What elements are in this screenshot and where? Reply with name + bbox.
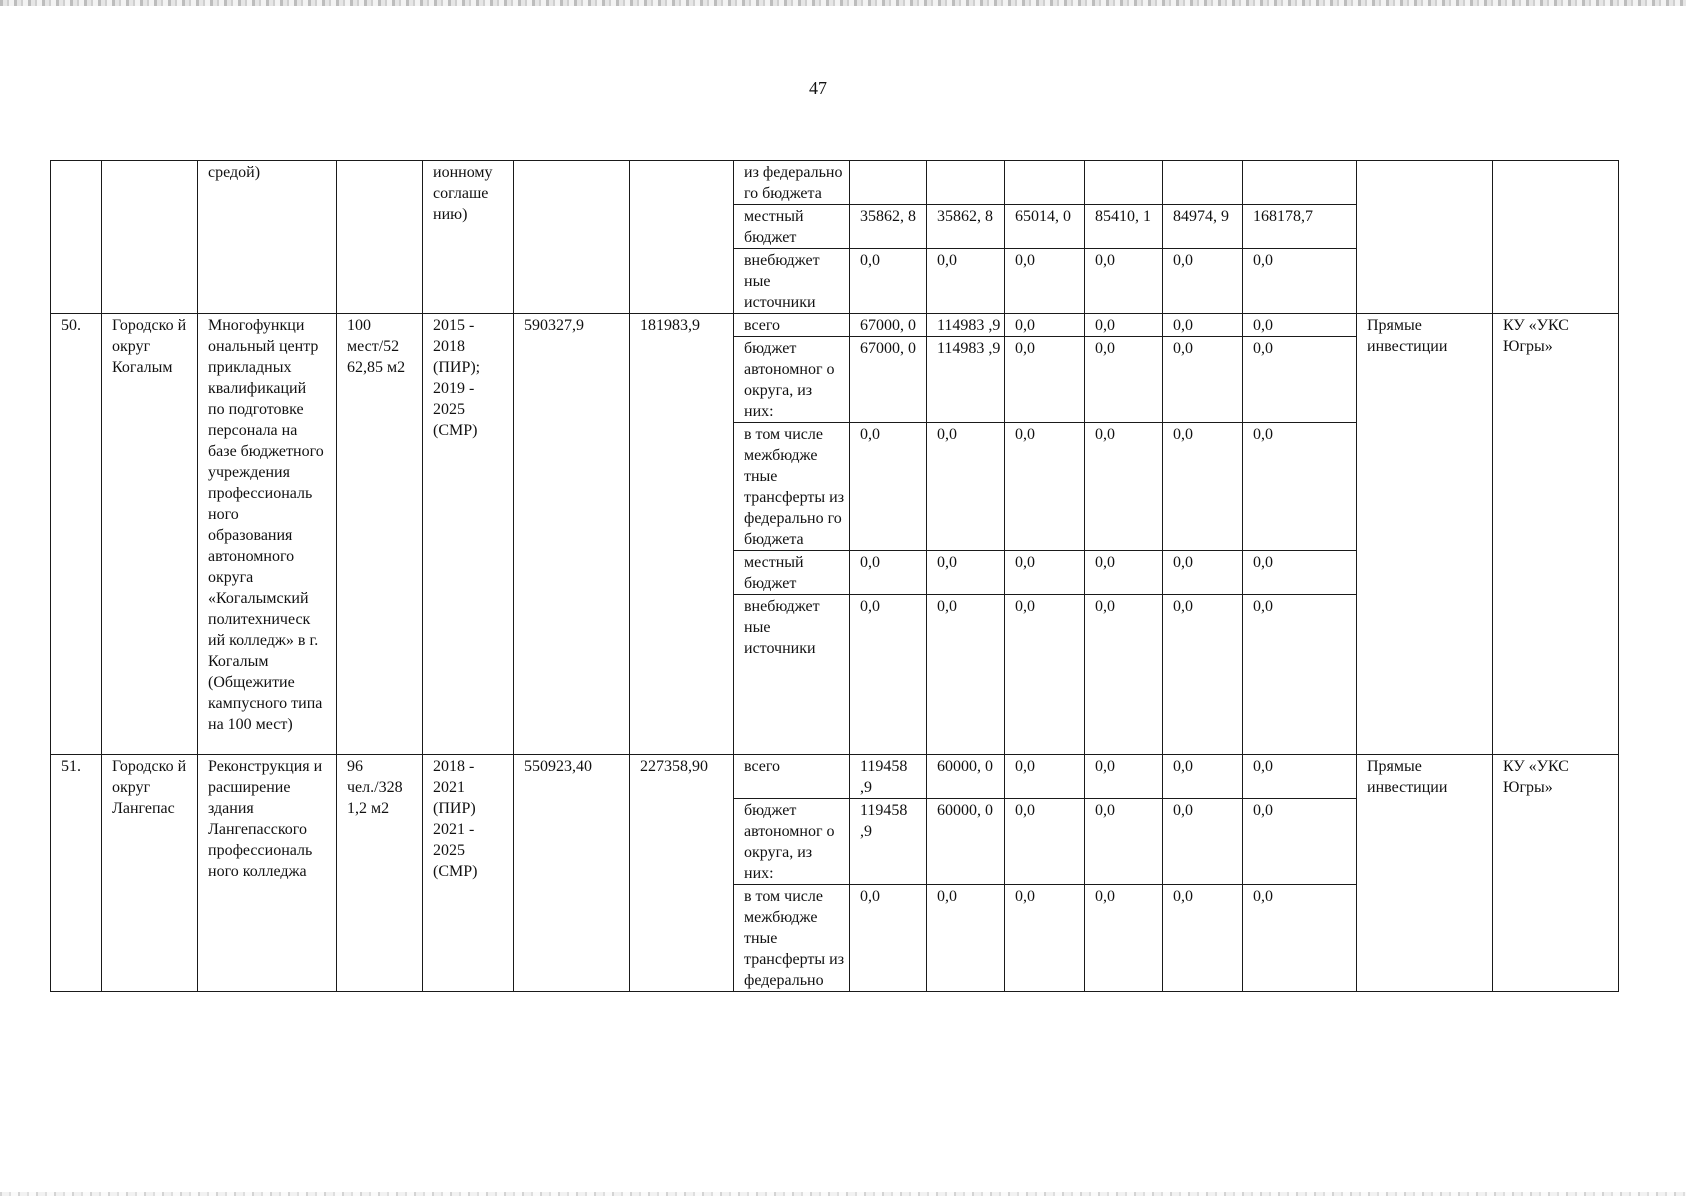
value-cell: 114983 ,9 xyxy=(927,337,1005,423)
value-cell: 0,0 xyxy=(1163,755,1243,799)
value-cell: 0,0 xyxy=(1163,314,1243,337)
mechanism-cell: Прямые инвестиции xyxy=(1357,755,1493,992)
value-cell: 60000, 0 xyxy=(927,799,1005,885)
capacity-cell xyxy=(337,161,423,314)
total-cost-cell: 550923,40 xyxy=(514,755,630,992)
period-cell: 2015 - 2018 (ПИР); 2019 - 2025 (СМР) xyxy=(423,314,514,755)
value-cell: 0,0 xyxy=(1163,595,1243,755)
value-cell: 0,0 xyxy=(1163,551,1243,595)
value-cell: 119458 ,9 xyxy=(850,755,927,799)
value-cell: 0,0 xyxy=(1085,423,1163,551)
source-cell: бюджет автономног о округа, из них: xyxy=(734,337,850,423)
source-cell: местный бюджет xyxy=(734,551,850,595)
value-cell: 0,0 xyxy=(927,551,1005,595)
source-cell: бюджет автономног о округа, из них: xyxy=(734,799,850,885)
scan-edge-top xyxy=(0,0,1686,6)
municipality-cell: Городско й округ Когалым xyxy=(102,314,198,755)
table-row xyxy=(51,161,1619,205)
value-cell: 35862, 8 xyxy=(850,205,927,249)
object-name-cell: средой) xyxy=(198,161,337,314)
capacity-cell: 100 мест/52 62,85 м2 xyxy=(337,314,423,755)
table-row xyxy=(51,314,1619,337)
value-cell: 0,0 xyxy=(1085,314,1163,337)
value-cell: 84974, 9 xyxy=(1163,205,1243,249)
source-cell: внебюджет ные источники xyxy=(734,249,850,314)
source-cell: из федерально го бюджета xyxy=(734,161,850,205)
value-cell: 0,0 xyxy=(1085,249,1163,314)
total-cost-cell xyxy=(514,161,630,314)
value-cell: 168178,7 xyxy=(1243,205,1357,249)
remaining-cost-cell: 181983,9 xyxy=(630,314,734,755)
value-cell: 114983 ,9 xyxy=(927,314,1005,337)
value-cell: 0,0 xyxy=(1005,337,1085,423)
value-cell: 35862, 8 xyxy=(927,205,1005,249)
value-cell xyxy=(1085,161,1163,205)
source-cell: в том числе межбюдже тные трансферты из федерально xyxy=(734,885,850,992)
value-cell: 0,0 xyxy=(1243,314,1357,337)
value-cell: 0,0 xyxy=(850,885,927,992)
total-cost-cell: 590327,9 xyxy=(514,314,630,755)
capacity-cell: 96 чел./328 1,2 м2 xyxy=(337,755,423,992)
value-cell: 0,0 xyxy=(1005,755,1085,799)
value-cell: 60000, 0 xyxy=(927,755,1005,799)
source-cell: в том числе межбюдже тные трансферты из федерально го бюджета xyxy=(734,423,850,551)
value-cell: 0,0 xyxy=(1243,595,1357,755)
value-cell: 0,0 xyxy=(1243,249,1357,314)
value-cell: 0,0 xyxy=(1085,885,1163,992)
value-cell: 85410, 1 xyxy=(1085,205,1163,249)
value-cell: 0,0 xyxy=(1243,423,1357,551)
value-cell: 0,0 xyxy=(1243,551,1357,595)
value-cell: 0,0 xyxy=(1005,314,1085,337)
source-cell: всего xyxy=(734,755,850,799)
value-cell: 0,0 xyxy=(1085,337,1163,423)
remaining-cost-cell xyxy=(630,161,734,314)
value-cell: 0,0 xyxy=(1005,799,1085,885)
value-cell xyxy=(1005,161,1085,205)
remaining-cost-cell: 227358,90 xyxy=(630,755,734,992)
value-cell: 0,0 xyxy=(927,885,1005,992)
value-cell: 0,0 xyxy=(850,595,927,755)
value-cell: 0,0 xyxy=(850,551,927,595)
value-cell: 0,0 xyxy=(1085,551,1163,595)
value-cell: 0,0 xyxy=(1085,595,1163,755)
value-cell: 0,0 xyxy=(927,595,1005,755)
value-cell: 0,0 xyxy=(1243,799,1357,885)
num-cell: 50. xyxy=(51,314,102,755)
source-cell: внебюджет ные источники xyxy=(734,595,850,755)
value-cell: 0,0 xyxy=(1163,423,1243,551)
value-cell: 0,0 xyxy=(1005,249,1085,314)
value-cell: 0,0 xyxy=(1005,551,1085,595)
value-cell: 0,0 xyxy=(1085,755,1163,799)
value-cell: 0,0 xyxy=(1163,885,1243,992)
value-cell: 0,0 xyxy=(1243,755,1357,799)
customer-cell xyxy=(1493,161,1619,314)
value-cell: 0,0 xyxy=(1163,799,1243,885)
value-cell: 0,0 xyxy=(1243,337,1357,423)
value-cell xyxy=(1163,161,1243,205)
value-cell: 67000, 0 xyxy=(850,314,927,337)
table-row xyxy=(51,755,1619,799)
value-cell: 0,0 xyxy=(1005,885,1085,992)
period-cell: ионному соглаше нию) xyxy=(423,161,514,314)
scan-edge-bottom xyxy=(0,1192,1686,1196)
value-cell: 0,0 xyxy=(1163,249,1243,314)
value-cell: 67000, 0 xyxy=(850,337,927,423)
municipality-cell: Городско й округ Лангепас xyxy=(102,755,198,992)
value-cell: 0,0 xyxy=(927,423,1005,551)
value-cell: 119458 ,9 xyxy=(850,799,927,885)
customer-cell: КУ «УКС Югры» xyxy=(1493,755,1619,992)
page-number: 47 xyxy=(809,78,827,98)
value-cell: 0,0 xyxy=(1005,595,1085,755)
customer-cell: КУ «УКС Югры» xyxy=(1493,314,1619,755)
value-cell: 0,0 xyxy=(1243,885,1357,992)
mechanism-cell: Прямые инвестиции xyxy=(1357,314,1493,755)
value-cell: 0,0 xyxy=(1163,337,1243,423)
mechanism-cell xyxy=(1357,161,1493,314)
investment-table xyxy=(50,160,1619,992)
value-cell: 65014, 0 xyxy=(1005,205,1085,249)
value-cell xyxy=(927,161,1005,205)
municipality-cell xyxy=(102,161,198,314)
value-cell: 0,0 xyxy=(1005,423,1085,551)
value-cell: 0,0 xyxy=(927,249,1005,314)
num-cell xyxy=(51,161,102,314)
value-cell xyxy=(1243,161,1357,205)
value-cell: 0,0 xyxy=(850,423,927,551)
value-cell xyxy=(850,161,927,205)
object-name-cell: Многофункци ональный центр прикладных квалификаций по подготовке персонала на базе бюджетного учреждения профессиональ ного образования автономного округа «Когалымский политехническ ий колледж» в г. Когалым (Общежитие кампусного типа на 100 мест) xyxy=(198,314,337,755)
source-cell: местный бюджет xyxy=(734,205,850,249)
object-name-cell: Реконструкция и расширение здания Лангепасского профессиональ ного колледжа xyxy=(198,755,337,992)
value-cell: 0,0 xyxy=(1085,799,1163,885)
value-cell: 0,0 xyxy=(850,249,927,314)
source-cell: всего xyxy=(734,314,850,337)
period-cell: 2018 - 2021 (ПИР) 2021 - 2025 (СМР) xyxy=(423,755,514,992)
num-cell: 51. xyxy=(51,755,102,992)
